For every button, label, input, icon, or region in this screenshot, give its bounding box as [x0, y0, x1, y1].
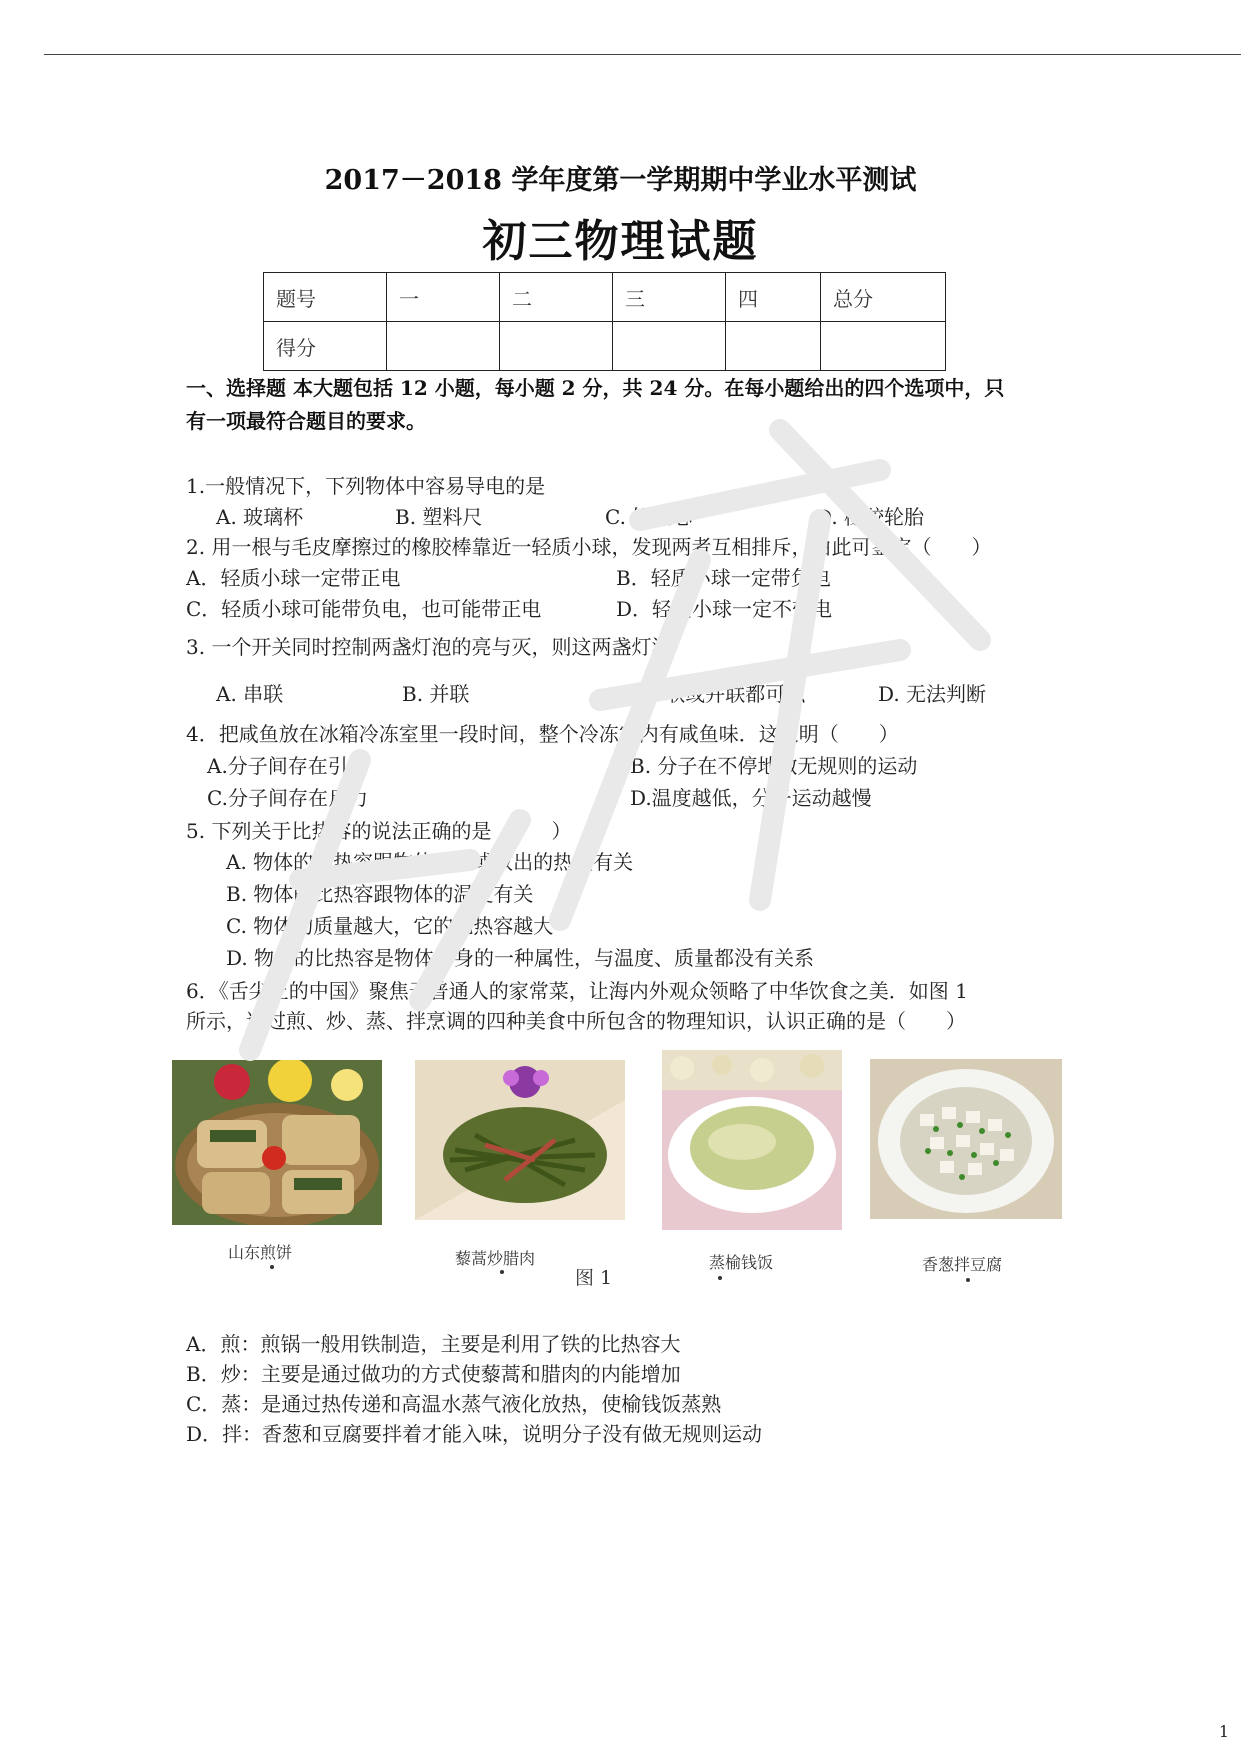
score-table-header-row [264, 273, 946, 322]
photo-xiangcong-doufu [870, 1059, 1062, 1219]
exam-title: 2017－2018 学年度第一学期期中学业水平测试 [324, 165, 917, 196]
question-1-option-c: C. 铅笔芯 [605, 505, 693, 529]
caption-dot [500, 1270, 504, 1274]
score-entry [387, 322, 500, 371]
figure-caption-2: 藜蒿炒腊肉 [455, 1249, 536, 1268]
score-table-score-row [264, 322, 946, 371]
question-3-option-b: B. 并联 [402, 682, 470, 706]
question-5-option-b: B. 物体的比热容跟物体的温度有关 [226, 882, 534, 906]
caption-dot [718, 1276, 722, 1280]
question-2-option-a: A．轻质小球一定带正电 [186, 566, 401, 590]
question-3-stem: 3. 一个开关同时控制两盏灯泡的亮与灭，则这两盏灯泡 [186, 635, 672, 659]
question-5-option-c: C. 物体的质量越大，它的比热容越大 [226, 914, 554, 938]
page-number: 1 [1218, 1722, 1229, 1741]
figure-caption-3: 蒸榆钱饭 [709, 1253, 774, 1272]
score-entry [613, 322, 726, 371]
question-5-stem: 5. 下列关于比热容的说法正确的是（ ） [186, 819, 572, 843]
score-cell: 四 [726, 273, 821, 322]
subject-title: 初三物理试题 [482, 216, 759, 267]
question-4-option-d: D.温度越低，分子运动越慢 [630, 786, 872, 810]
question-6-option-b: B．炒：主要是通过做功的方式使藜蒿和腊肉的内能增加 [186, 1362, 681, 1386]
score-entry [821, 322, 946, 371]
score-cell: 题号 [264, 273, 387, 322]
question-4-option-b: B. 分子在不停地做无规则的运动 [630, 754, 918, 778]
question-4-option-c: C.分子间存在斥力 [207, 786, 368, 810]
question-3-option-a: A. 串联 [216, 682, 284, 706]
section-heading-line2: 有一项最符合题目的要求。 [186, 409, 426, 433]
question-1-option-d: D. 橡胶轮胎 [816, 505, 925, 529]
score-entry [500, 322, 613, 371]
photo-jianbing [172, 1060, 382, 1225]
question-4-option-a: A.分子间存在引力 [207, 754, 368, 778]
question-5-option-a: A. 物体的比热容跟物体吸收或放出的热量有关 [226, 850, 634, 874]
question-3-option-d: D. 无法判断 [878, 682, 987, 706]
question-6-option-c: C．蒸：是通过热传递和高温水蒸气液化放热，使榆钱饭蒸熟 [186, 1392, 722, 1416]
score-table [263, 272, 946, 371]
figure-caption-4: 香葱拌豆腐 [922, 1255, 1003, 1274]
question-1-stem: 1.一般情况下，下列物体中容易导电的是 [186, 474, 546, 498]
figure-label: 图 1 [575, 1267, 613, 1289]
header-rule [44, 54, 1241, 55]
question-4-stem: 4．把咸鱼放在冰箱冷冻室里一段时间，整个冷冻室内有咸鱼味．这表明（ ） [186, 722, 899, 746]
question-5-option-d: D. 物体的比热容是物体本身的一种属性，与温度、质量都没有关系 [226, 946, 815, 970]
score-entry [726, 322, 821, 371]
caption-dot [966, 1278, 970, 1282]
score-row-label: 得分 [264, 322, 387, 371]
question-2-option-c: C．轻质小球可能带负电，也可能带正电 [186, 597, 542, 621]
score-cell: 一 [387, 273, 500, 322]
photo-lihao-larou [415, 1060, 625, 1220]
question-6-option-d: D．拌：香葱和豆腐要拌着才能入味，说明分子没有做无规则运动 [186, 1422, 763, 1446]
figure-1 [172, 1050, 1062, 1289]
question-1-option-b: B. 塑料尺 [395, 505, 483, 529]
score-cell: 二 [500, 273, 613, 322]
question-2-option-d: D．轻质小球一定不带电 [616, 597, 833, 621]
question-2-option-b: B．轻质小球一定带负电 [616, 566, 831, 590]
photo-yuqian-fan [662, 1050, 842, 1230]
question-1-option-a: A. 玻璃杯 [216, 505, 304, 529]
question-6-stem-line1: 6．《舌尖上的中国》聚焦于普通人的家常菜，让海内外观众领略了中华饮食之美．如图 1 [186, 979, 968, 1003]
figure-caption-1: 山东煎饼 [228, 1243, 293, 1262]
score-cell: 总分 [821, 273, 946, 322]
caption-dot [270, 1265, 274, 1269]
question-2-stem: 2. 用一根与毛皮摩擦过的橡胶棒靠近一轻质小球，发现两者互相排斥，由此可鉴定（ ） [186, 535, 992, 559]
question-3-option-c: C. 串联或并联都可以 [618, 682, 806, 706]
question-6-stem-line2: 所示，通过煎、炒、蒸、拌烹调的四种美食中所包含的物理知识，认识正确的是（ ） [186, 1009, 966, 1033]
score-cell: 三 [613, 273, 726, 322]
question-6-option-a: A．煎：煎锅一般用铁制造，主要是利用了铁的比热容大 [186, 1332, 681, 1356]
section-heading-line1: 一、选择题 本大题包括 12 小题，每小题 2 分，共 24 分。在每小题给出的四个选项中，只 [186, 376, 1005, 400]
